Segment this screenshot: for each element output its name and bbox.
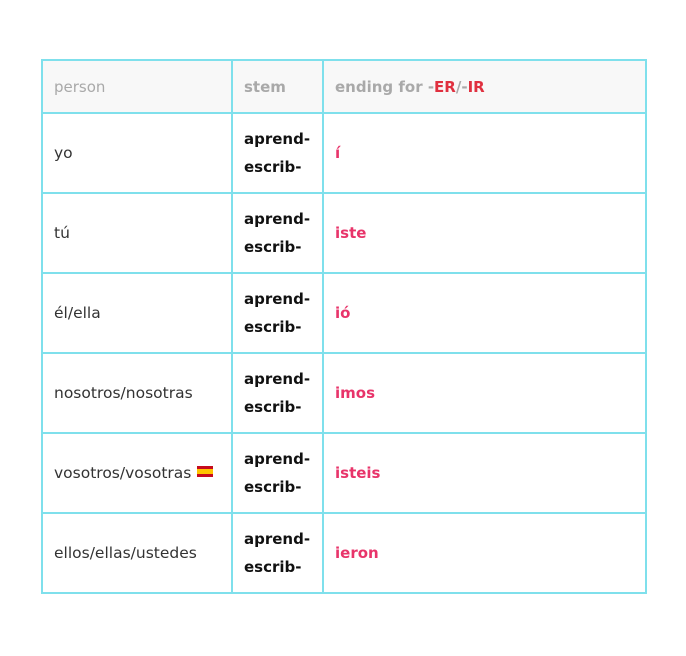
person-cell <box>42 433 232 513</box>
table-row <box>42 113 646 193</box>
stem-aprend: aprend- <box>244 130 311 148</box>
person-cell: nosotros/nosotras <box>42 353 232 433</box>
person-cell: tú <box>42 193 232 273</box>
stem-cell <box>232 193 323 273</box>
stem-escrib: escrib- <box>244 158 302 176</box>
person-cell: ellos/ellas/ustedes <box>42 513 232 593</box>
ending-header <box>323 60 646 113</box>
stem-aprend: aprend- <box>244 530 311 548</box>
table-row <box>42 513 646 593</box>
stem-cell <box>232 433 323 513</box>
table-row <box>42 353 646 433</box>
ending-cell: í <box>323 113 646 193</box>
stem-aprend: aprend- <box>244 370 311 388</box>
stem-cell <box>232 513 323 593</box>
stem-escrib: escrib- <box>244 478 302 496</box>
person-cell: yo <box>42 113 232 193</box>
stem-escrib: escrib- <box>244 318 302 336</box>
person-cell: él/ella <box>42 273 232 353</box>
stem-cell <box>232 113 323 193</box>
ending-cell: iste <box>323 193 646 273</box>
stem-cell <box>232 353 323 433</box>
conjugation-table <box>41 59 647 594</box>
ending-cell: ieron <box>323 513 646 593</box>
person-header: person <box>42 60 232 113</box>
er-label: ER <box>434 77 456 96</box>
stem-header: stem <box>232 60 323 113</box>
header-row <box>42 60 646 113</box>
stem-cell <box>232 273 323 353</box>
ending-cell: imos <box>323 353 646 433</box>
ending-header-slash: /- <box>455 77 468 96</box>
stem-escrib: escrib- <box>244 238 302 256</box>
spain-flag-icon <box>197 466 213 477</box>
ending-cell: isteis <box>323 433 646 513</box>
table-row <box>42 193 646 273</box>
table-row <box>42 273 646 353</box>
table-row <box>42 433 646 513</box>
stem-aprend: aprend- <box>244 450 311 468</box>
ending-header-prefix: ending for - <box>335 77 435 96</box>
stem-escrib: escrib- <box>244 558 302 576</box>
stem-escrib: escrib- <box>244 398 302 416</box>
person-text: vosotros/vosotras <box>54 464 192 482</box>
stem-aprend: aprend- <box>244 210 311 228</box>
ir-label: IR <box>467 77 485 96</box>
ending-cell: ió <box>323 273 646 353</box>
stem-aprend: aprend- <box>244 290 311 308</box>
